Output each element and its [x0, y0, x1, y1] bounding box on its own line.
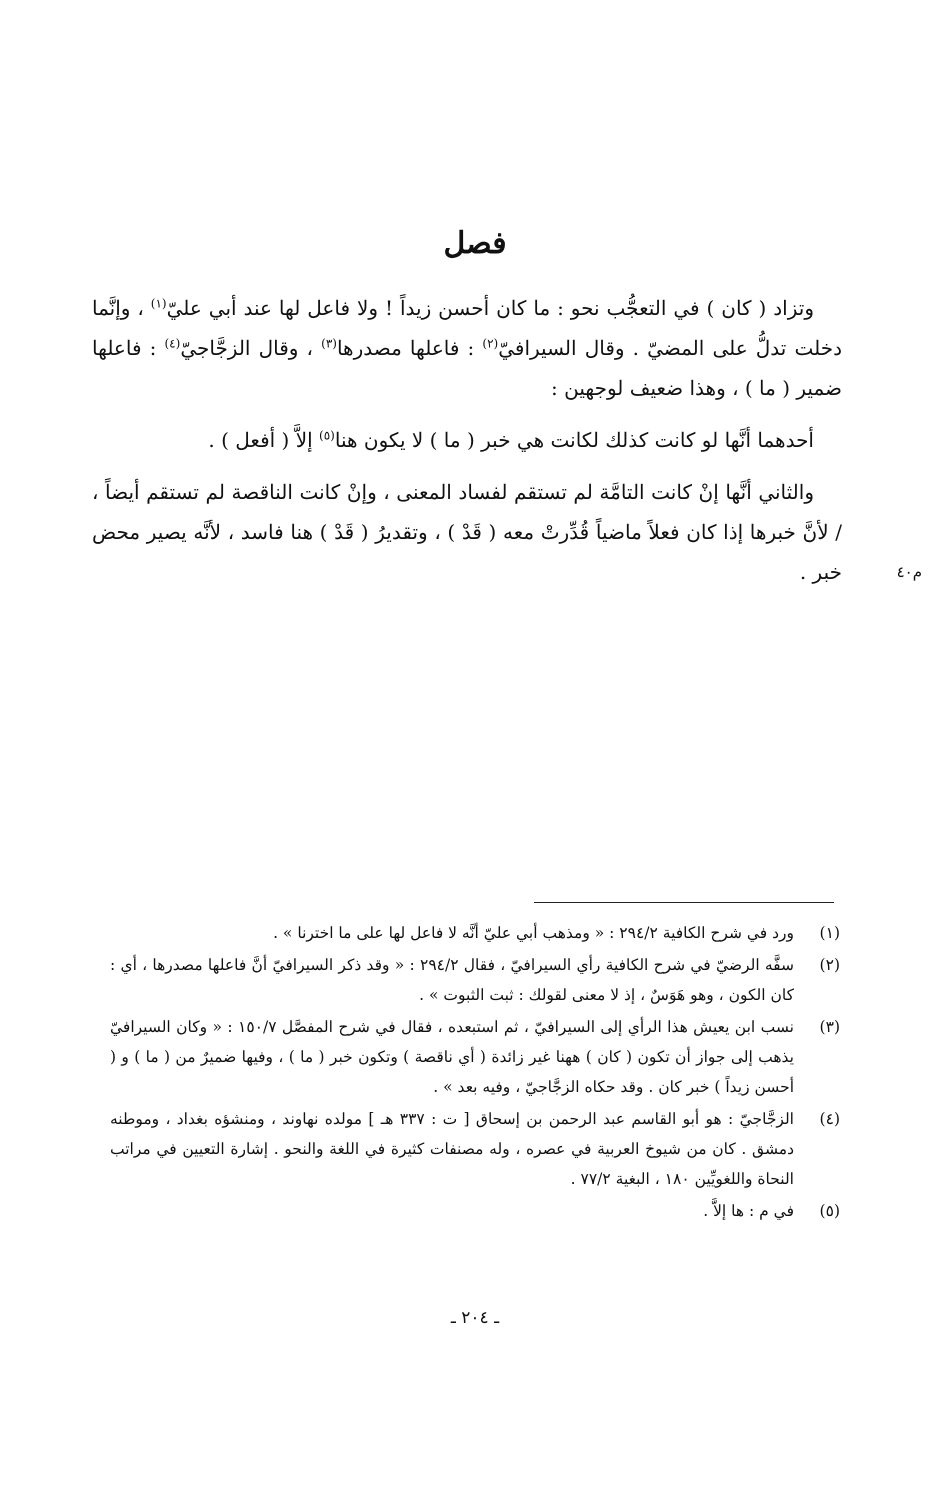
footnote-text: سفَّه الرضيّ في شرح الكافية رأي السيرافيّ ، فقال ٢٩٤/٢ : « وقد ذكر السيرافيّ أنَّ فاعلها مصدرها ، أي : كان الكون ، وهو هَوَسٌ ، إذ لا معنى لقولك : ثبت الثبوت » . [110, 956, 795, 1004]
footnote-marker-4[interactable]: (٤) [164, 336, 181, 351]
manuscript-folio-marker: م٤٠ [896, 563, 922, 581]
section-heading: فصل [443, 226, 507, 261]
paragraph-1-part-d: ، وقال الزجَّاجيّ [180, 336, 322, 360]
footnote-number: (٣) [819, 1018, 840, 1036]
footnote-text: الزجَّاجيّ : هو أبو القاسم عبد الرحمن بن إسحاق [ ت : ٣٣٧ هـ ] مولده نهاوند ، ومنشؤه بغداد ، وموطنه دمشق . كان من شيوخ العربية في عصره ، وله مصنفات كثيرة في اللغة والنحو . إشارة التعيين في مراتب النحاة واللغويِّين ١٨٠ ، البغية ٧٧/٢ . [110, 1110, 794, 1188]
paragraph-1-part-e: : فاعلها ضمير ( ما ) ، وهذا ضعيف لوجهين : [92, 336, 842, 400]
footnote-text: نسب ابن يعيش هذا الرأي إلى السيرافيّ ، ثم استبعده ، فقال في شرح المفصَّل ١٥٠/٧ : « وكان السيرافيّ يذهب إلى جواز أن تكون ( كان ) ههنا غير زائدة ( أي ناقصة ) وتكون خبر ( ما ) ، وفيها ضميرٌ من ( ما ) و ( أحسن زيداً ) خبر كان . وقد حكاه الزجَّاجيّ ، وفيه بعد » . [110, 1018, 794, 1096]
footnote-marker-1[interactable]: (١) [150, 296, 167, 311]
footnote-text: في م : ها إلاَّ . [703, 1202, 794, 1220]
paragraph-1-part-c: : فاعلها مصدرها [336, 336, 483, 360]
page-number: ـ ٢٠٤ ـ [450, 1308, 500, 1328]
paragraph-1-part-a: وتزاد ( كان ) في التعجُّب نحو : ما كان أحسن زيداً ! ولا فاعل لها عند أبي عليّ [166, 296, 814, 320]
footnote-number: (٢) [819, 956, 840, 974]
footnote-4 [110, 1104, 840, 1194]
paragraph-3: والثاني أنَّها إنْ كانت التامَّة لم تستقم لفساد المعنى ، وإنْ كانت الناقصة لم تستقم أيضاً ، / لأنَّ خبرها إذا كان فعلاً ماضياً قُدِّرتْ معه ( قَدْ ) ، وتقديرُ ( قَدْ ) هنا فاسد ، لأنَّه يصير محض خبر . [92, 480, 842, 584]
footnote-5 [110, 1196, 840, 1226]
footnote-number: (٤) [819, 1110, 840, 1128]
footnote-2 [110, 950, 840, 1010]
footnote-1 [110, 918, 840, 948]
footnote-3 [110, 1012, 840, 1102]
footnote-text: ورد في شرح الكافية ٢٩٤/٢ : « ومذهب أبي عليّ أنَّه لا فاعل لها على ما اخترنا » . [273, 924, 794, 942]
main-text [92, 288, 842, 592]
paragraph-2-part-a: أحدهما أنَّها لو كانت كذلك لكانت هي خبر ( ما ) لا يكون هنا [334, 428, 814, 452]
paragraph-2 [92, 420, 842, 460]
footnote-marker-5[interactable]: (٥) [319, 428, 335, 443]
footnote-marker-3[interactable]: (٣) [321, 336, 337, 351]
footnote-number: (٥) [819, 1202, 840, 1220]
footnote-divider [534, 902, 834, 903]
paragraph-1 [92, 288, 842, 408]
footnote-marker-2[interactable]: (٢) [482, 336, 499, 351]
paragraph-1-part-b: ، وإنَّما دخلت تدلُّ على المضيّ . وقال السيرافيّ [92, 296, 843, 360]
footnotes [110, 918, 840, 1228]
paragraph-2-part-b: إلاَّ ( أفعل ) . [208, 428, 320, 452]
footnote-number: (١) [819, 924, 840, 942]
